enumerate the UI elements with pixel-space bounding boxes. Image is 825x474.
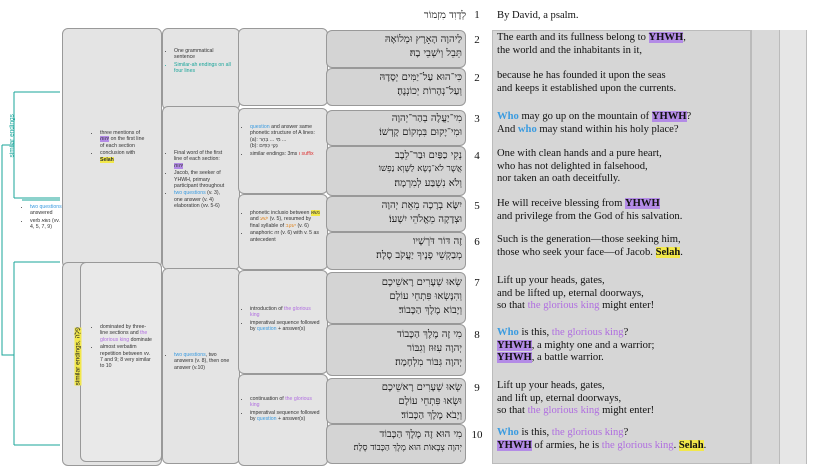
col4-b3-1: introduction of	[250, 306, 285, 312]
verse-number: 3	[474, 113, 480, 125]
col4-v2-box	[238, 28, 328, 106]
col3-top-b-b2: • Jacob, the seeker of YHWH, primary participant throughout	[174, 170, 230, 189]
col4-b4-2: imperatival sequence followed by	[250, 409, 320, 423]
english-segment: ?	[686, 111, 692, 122]
col4-b4-gk: the glorious king	[250, 396, 313, 409]
verse-number: 6	[474, 236, 480, 248]
english-segment: might enter!	[599, 300, 655, 311]
english-line	[497, 393, 621, 406]
col4-b3-3: + answer(s)	[276, 326, 306, 333]
col4-b3-2: imperatival sequence followed by	[250, 319, 320, 333]
col2-top-b1-tail: on the first line of each section	[100, 136, 145, 149]
english-segment: nor taken an oath deceitfully.	[497, 173, 621, 184]
col2-top-b1: three mentions of	[100, 130, 141, 136]
col4-b4-1: continuation of	[250, 396, 286, 402]
col2-bottom-b2: • almost verbatim repetition between vv. 7 and 9; 8 very similar to 10	[100, 344, 152, 370]
hebrew-line: וְעַל־נְהָרוֹת יְכוֹנְנֶהָ׃	[397, 86, 462, 97]
col4-b2-3: and	[250, 216, 261, 223]
col4-b3-gk: the glorious king	[250, 306, 311, 319]
english-segment: and be lifted up, eternal doorways,	[497, 287, 644, 299]
english-segment: is this,	[518, 327, 552, 338]
english-segment: Lift up your heads, gates,	[497, 275, 605, 286]
hebrew-line: וּמִי־יָקוּם בִּמְקוֹם קָדְשׁוֹ׃	[379, 127, 462, 138]
english-line	[497, 161, 648, 174]
col4-b2-4: ישׁע	[260, 216, 269, 223]
title-verse-number: 1	[474, 9, 480, 21]
english-segment-blue: who	[517, 123, 537, 135]
english-segment: so that	[497, 300, 528, 311]
hebrew-line: וּצְדָקָה מֵאֱלֹהֵי יִשְׁעוֹ׃	[389, 214, 462, 225]
english-segment: may go up on the mountain of	[518, 111, 652, 122]
english-line	[497, 405, 654, 418]
english-line	[497, 352, 604, 365]
col4-b1-rest: and answer same phonetic structure of A lines:	[250, 124, 315, 137]
english-segment: .	[680, 246, 683, 258]
col3-bottom-notes	[168, 352, 232, 372]
english-segment: might enter!	[599, 405, 655, 416]
col2-bottom-b1a: dominated by three-line sections and	[100, 324, 147, 337]
english-segment-blue: Who	[497, 427, 519, 438]
col3-bottom-b1b: , two answers (v. 8), then one answer (v.10)	[174, 352, 230, 371]
hebrew-line: זֶה דּוֹר דֹּרְשָׁיו	[412, 236, 462, 247]
english-segment: Lift up your heads, gates,	[497, 380, 605, 391]
english-segment: .	[673, 439, 679, 451]
col4-b3-q: question	[256, 326, 277, 333]
hebrew-line: תֵּבֵל וְיֹשְׁבֵי בָהּ׃	[409, 48, 462, 59]
english-line	[497, 440, 706, 453]
hebrew-line: שְׂאוּ שְׁעָרִים רָאשֵׁיכֶם	[381, 277, 462, 288]
col3-top-a-notes	[168, 48, 232, 76]
english-segment-hl-yellow: Selah	[678, 439, 704, 451]
hebrew-line: מִי הוּא זֶה מֶלֶךְ הַכָּבוֹד	[379, 429, 462, 440]
col4-b1-a: (a): מִי ... בְּהַר ...	[250, 136, 287, 143]
hebrew-line: כִּי־הוּא עַל־יַמִּים יְסָדָהּ	[379, 72, 462, 83]
verse-number: 2	[474, 72, 480, 84]
hebrew-line: יְהוָה גִּבּוֹר מִלְחָמָה׃	[395, 357, 462, 368]
hebrew-line: אֲשֶׁר לֹא־נָשָׂא לַשָּׁוְא נַפְשׁוֹ	[378, 164, 462, 174]
english-line	[497, 300, 654, 313]
col4-b4-q: question	[256, 416, 277, 423]
english-segment: One with clean hands and a pure heart,	[497, 148, 662, 159]
english-line	[497, 124, 679, 137]
hebrew-line: וְיָבוֹא מֶלֶךְ הַכָּבוֹד׃	[398, 305, 462, 316]
col4-box4-notes	[244, 396, 320, 424]
english-line	[497, 111, 691, 124]
english-segment: ?	[623, 327, 629, 338]
hebrew-line: מִי־יַעֲלֶה בְהַר־יְהוָה	[391, 113, 462, 124]
col3-top-b-b1-hl: יהוה	[174, 162, 184, 169]
two-questions-text: two questions	[30, 204, 62, 210]
english-segment-gk: the glorious king	[527, 300, 600, 311]
col2-top-b2: conclusion with	[100, 150, 136, 157]
similar-endings-bottom-text: similar endings, פֶלָה	[74, 327, 82, 386]
col4-b1-b: (b): נְקִי כַּפַּיִם	[250, 143, 278, 150]
english-line	[497, 380, 605, 393]
english-segment-hl-yellow: Selah	[655, 246, 681, 258]
english-segment-hl-purple: YHWH	[497, 352, 532, 363]
col4-b4-3: + answer(s)	[276, 416, 306, 423]
verb-text: verb נשׂא	[30, 217, 51, 224]
english-segment-blue: Who	[497, 327, 519, 338]
col2-top-b2-hl: Selah	[100, 156, 114, 163]
col2-bottom-notes	[94, 324, 152, 371]
hebrew-line: יִשָּׂא בְרָכָה מֵאֵת יְהוָה	[381, 200, 462, 211]
hebrew-line: לַיהוָה הָאָרֶץ וּמְלוֹאָהּ	[384, 34, 462, 45]
col3-bottom-b1a: two questions	[174, 352, 206, 358]
col4-box2-notes	[244, 210, 320, 244]
english-segment-gk: the glorious king	[551, 427, 624, 438]
english-segment: and privilege from the God of his salvation.	[497, 210, 683, 222]
col3-top-b-b3a: two questions	[174, 190, 206, 197]
verse-number: 10	[471, 429, 483, 441]
similar-endings-label-top: similar endings	[8, 114, 16, 158]
verses-text: (vv. 4, 5, 7, 9)	[30, 217, 60, 231]
english-line	[497, 427, 628, 440]
col2-bottom-b1b: dominate	[129, 336, 152, 343]
english-line	[497, 83, 676, 96]
english-line	[497, 327, 628, 340]
side-column-2	[779, 30, 807, 464]
col3-top-a-b2: • Similar-ah endings on all four lines	[174, 62, 232, 75]
english-line	[497, 288, 644, 301]
english-line	[497, 148, 662, 161]
col4-b2-anaphoric: • anaphoric זה (v. 6) with v. 5 as antecedent	[250, 230, 320, 243]
english-segment: the world and the inhabitants in it,	[497, 44, 643, 56]
english-line	[497, 45, 642, 58]
col4-b1-q: question	[250, 124, 270, 130]
english-segment: so that	[497, 405, 528, 416]
english-line	[497, 173, 620, 186]
english-line	[497, 70, 666, 83]
english-segment: .	[703, 439, 707, 451]
english-segment: who has not delighted in falsehood,	[497, 160, 648, 172]
english-segment-hl-purple: YHWH	[497, 439, 532, 451]
hebrew-line: וְלֹא נִשְׁבַּע לְמִרְמָה׃	[394, 178, 462, 189]
verse-number: 5	[474, 200, 480, 212]
english-segment-hl-purple: YHWH	[648, 32, 684, 43]
english-segment: The earth and its fullness belong to	[497, 32, 649, 43]
hebrew-line: מִי זֶה מֶלֶךְ הַכָּבוֹד	[397, 329, 462, 340]
english-segment-hl-purple: YHWH	[624, 198, 660, 209]
english-segment: , a mighty one and a warrior;	[531, 339, 655, 351]
col4-box1-notes	[244, 124, 324, 158]
hebrew-line: מְבַקְשֵׁי פָנֶיךָ יַעֲקֹב סֶלָה׃	[376, 250, 462, 261]
col4-b2-7: (v. 6)	[296, 222, 309, 229]
hebrew-line: וְיָבֹא מֶלֶךְ הַכָּבוֹד׃	[401, 410, 462, 421]
col3-top-b-b3b: (v. 3), one answer (v. 4) elaboration (vv. 5-6)	[174, 190, 221, 210]
english-segment: of armies, he is	[531, 439, 602, 451]
two-questions-label	[24, 204, 64, 232]
col4-b2-a: similar endings: 3ms	[250, 150, 299, 157]
hebrew-line: וּשְׂאוּ פִּתְחֵי עוֹלָם	[398, 396, 462, 407]
col4-box3-notes	[244, 306, 320, 334]
english-segment: , a battle warrior.	[531, 352, 604, 363]
english-line	[497, 234, 681, 247]
english-segment: He will receive blessing from	[497, 198, 625, 209]
col4-b2-2: נשׂא	[310, 210, 320, 216]
col3-top-b-notes	[168, 150, 230, 211]
hebrew-line: יְהוָה עִזּוּז וְגִבּוֹר	[407, 343, 462, 354]
title-english: By David, a psalm.	[497, 10, 579, 21]
col3-top-a-b1: • One grammatical sentence	[174, 48, 232, 61]
english-segment-gk: the glorious king	[601, 439, 674, 451]
english-segment: and keeps it established upon the currents.	[497, 82, 677, 94]
col4-b2-5: (v. 5), resumed by final syllable of	[250, 216, 312, 229]
english-segment: and lift up, eternal doorways,	[497, 392, 622, 404]
english-line	[497, 340, 654, 353]
col2-top-notes	[94, 130, 150, 164]
english-line	[497, 247, 683, 260]
col4-b2-6: יעקב	[285, 222, 296, 229]
english-line	[497, 198, 660, 211]
answered-text: answered	[30, 210, 53, 217]
english-segment: ,	[683, 32, 686, 43]
col3-top-b-b1a: Final word of the first line of each section:	[174, 150, 223, 163]
english-segment: those who seek your face—of Jacob.	[497, 246, 656, 258]
verse-number: 8	[474, 329, 480, 341]
english-segment: may stand within his holy place?	[536, 123, 679, 135]
english-segment: And	[497, 123, 518, 135]
title-hebrew: לְדָוִד מִזְמוֹר	[423, 10, 466, 21]
similar-endings-label-bottom	[75, 306, 82, 386]
english-line	[497, 211, 682, 224]
english-segment-hl-purple: YHWH	[497, 339, 532, 351]
verse-number: 2	[474, 34, 480, 46]
col4-b2-1: phonetic inclusio between	[250, 210, 311, 216]
english-line	[497, 32, 686, 45]
verse-number: 4	[474, 150, 480, 162]
english-line	[497, 275, 605, 288]
side-column-1	[751, 30, 779, 464]
hebrew-line: נְקִי כַפַּיִם וּבַר־לֵבָב	[394, 150, 462, 161]
english-segment: is this,	[518, 427, 552, 438]
english-segment: because he has founded it upon the seas	[497, 70, 666, 81]
col2-top-b1-hl: יהוה	[100, 136, 110, 143]
hebrew-line: שְׂאוּ שְׁעָרִים רָאשֵׁיכֶם	[381, 382, 462, 393]
english-segment: ?	[623, 427, 629, 438]
col4-b2-b: ו suffix	[298, 150, 314, 157]
english-segment-blue: Who	[497, 111, 519, 122]
verse-number: 7	[474, 277, 480, 289]
verse-number: 9	[474, 382, 480, 394]
hebrew-line: וְהִנָּשְׂאוּ פִּתְחֵי עוֹלָם	[389, 291, 462, 302]
english-segment: Such is the generation—those seeking him,	[497, 234, 681, 245]
english-segment-gk: the glorious king	[527, 405, 600, 416]
hebrew-line: יְהוָה צְבָאוֹת הוּא מֶלֶךְ הַכָּבוֹד סֶלָה׃	[353, 443, 462, 453]
col2-bottom-b1-gk: the glorious king	[100, 330, 148, 343]
english-segment-gk: the glorious king	[551, 327, 624, 338]
english-segment-hl-purple: YHWH	[651, 111, 687, 122]
